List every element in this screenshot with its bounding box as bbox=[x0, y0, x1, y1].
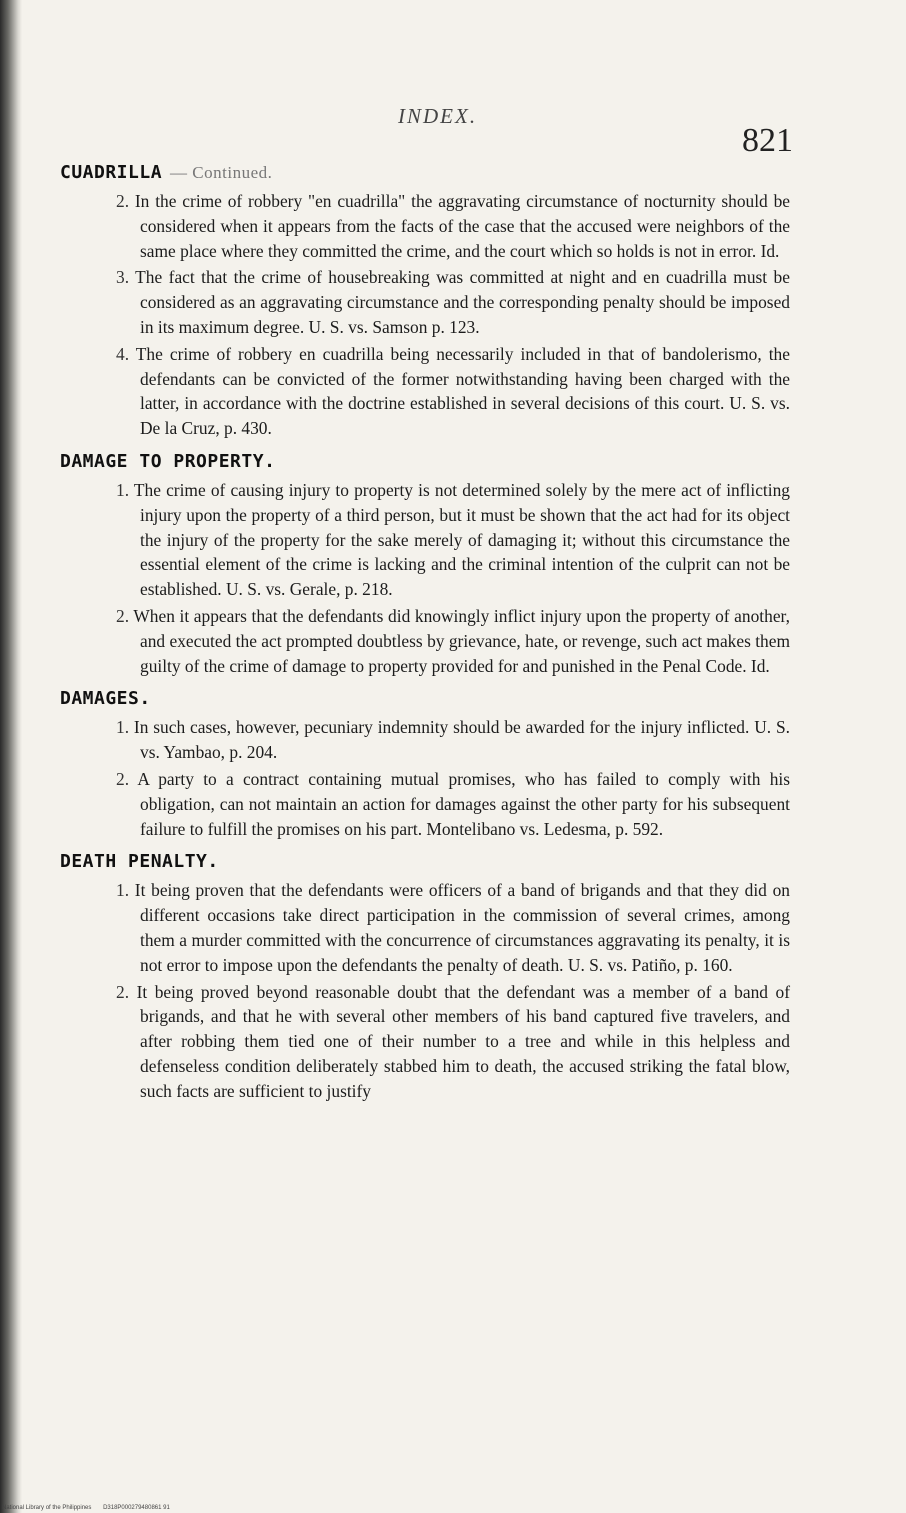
page-number: 821 bbox=[742, 122, 793, 159]
index-item: 2. When it appears that the defendants did knowingly inflict injury upon the property of another, and executed the act prompted doubtless by grievance, hate, or revenge, such act makes them guilty of the crime of damage to property provided for and punished in the Penal Code. Id. bbox=[116, 605, 790, 676]
index-item: 2. A party to a contract containing mutual promises, who has failed to comply with his obligation, can not maintain an action for damages against the other party for his subsequent failure to fulfill the promises on his part. Montelibano vs. Ledesma, p. 592. bbox=[116, 768, 791, 839]
continued-label: — Continued. bbox=[170, 163, 273, 182]
index-item: 2. It being proved beyond reasonable doubt that the defendant was a member of a band of brigands, and that he with several other members of his band captured five travelers, and after robbing them tied one of their number to a tree and while in this helpless and defenseless condition deliberately stabbed him to death, the accused striking the fatal blow, such facts are sufficient to justify bbox=[116, 981, 790, 1101]
index-item: 1. In such cases, however, pecuniary indemnity should be awarded for the injury inflicted. U. S. vs. Yambao, p. 204. bbox=[116, 717, 790, 763]
index-entries bbox=[60, 152, 790, 1106]
section-heading: DAMAGES. bbox=[60, 688, 151, 710]
section-heading: DAMAGE TO PROPERTY. bbox=[60, 450, 276, 472]
index-section-damages bbox=[60, 688, 790, 841]
index-item: 2. In the crime of robbery "en cuadrilla" the aggravating circumstance of nocturnity should be considered when it appears from the facts of the case that the accused were neighbors of the same place where they committed the crime, and the court which so holds is not in error. Id. bbox=[116, 191, 790, 261]
index-item: 3. The fact that the crime of housebreaking was committed at night and en cuadrilla must be considered as an aggravating circumstance and the corresponding penalty should be imposed in its maximum degree. U. S. vs. Samson p. 123. bbox=[116, 267, 790, 337]
index-section-cuadrilla bbox=[60, 162, 790, 441]
footer-code: D318P000279480861 91 bbox=[103, 1505, 170, 1511]
scan-footer bbox=[2, 1505, 180, 1511]
index-item: 1. The crime of causing injury to property is not determined solely by the mere act of inflicting injury upon the property of a third person, but it must be shown that the act had for its object the injury of the property for the sake merely of damaging it; without this circumstance the essential element of the crime is lacking and the criminal intention of the culprit can not be established. U. S. vs. Gerale, p. 218. bbox=[116, 479, 790, 600]
running-head: INDEX. bbox=[398, 104, 478, 128]
index-section-death-penalty bbox=[60, 851, 790, 1103]
footer-library: National Library of the Philippines bbox=[2, 1505, 92, 1511]
index-item: 4. The crime of robbery en cuadrilla being necessarily included in that of bandolerismo, the defendants can be convicted of the former notwithstanding having been charged with the latter, in accordance with the doctrine established in several decisions of this court. U. S. vs. De la Cruz, p. 430. bbox=[116, 343, 790, 439]
page-binding-shadow bbox=[0, 0, 22, 1513]
section-heading: CUADRILLA — Continued. bbox=[60, 162, 273, 183]
index-item: 1. It being proven that the defendants were officers of a band of brigands and that they did on different occasions take direct participation in the commission of several crimes, among them a murder committed with the concurrence of circumstances aggravating its penalty, it is not error to impose upon the defendants the penalty of death. U. S. vs. Patiño, p. 160. bbox=[116, 880, 790, 975]
section-heading: DEATH PENALTY. bbox=[60, 851, 219, 873]
index-section-damage-to-property bbox=[60, 451, 790, 678]
